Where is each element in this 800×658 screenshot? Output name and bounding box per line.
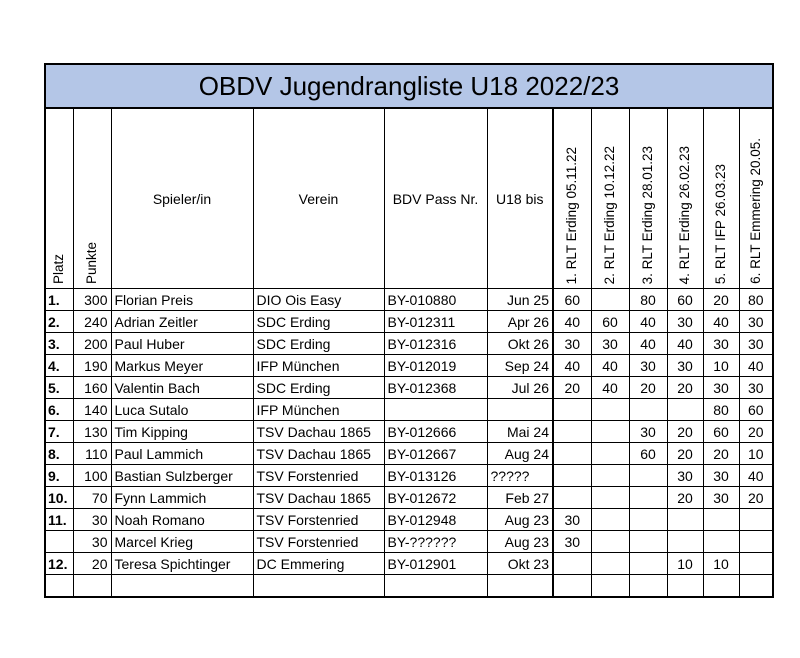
cell-score-tournament-4: 40 [667, 333, 703, 355]
cell-punkte: 300 [73, 289, 111, 311]
cell-punkte: 30 [73, 531, 111, 553]
header-tournament-4-label: 4. RLT Erding 26.02.23 [677, 145, 692, 284]
cell-score-tournament-2 [591, 399, 629, 421]
cell-score-tournament-5: 80 [703, 399, 739, 421]
cell-score-tournament-4 [667, 509, 703, 531]
cell-platz: 9. [45, 465, 73, 487]
cell-u18-until [487, 575, 553, 598]
table-row [45, 553, 773, 575]
cell-club: TSV Forstenried [253, 531, 384, 553]
cell-pass-number: BY-012666 [384, 421, 487, 443]
cell-pass-number: BY-010880 [384, 289, 487, 311]
cell-punkte: 20 [73, 553, 111, 575]
cell-score-tournament-3 [629, 553, 667, 575]
cell-pass-number: BY-012667 [384, 443, 487, 465]
header-row [45, 108, 773, 289]
header-tournament-6-label: 6. RLT Emmering 20.05. [747, 138, 763, 284]
cell-platz: 2. [45, 311, 73, 333]
cell-platz [45, 531, 73, 553]
header-verein: Verein [253, 108, 384, 289]
cell-score-tournament-3: 40 [629, 311, 667, 333]
cell-player-name: Markus Meyer [111, 355, 253, 377]
cell-club: SDC Erding [253, 311, 384, 333]
table-row [45, 355, 773, 377]
cell-score-tournament-2: 40 [591, 355, 629, 377]
cell-score-tournament-5 [703, 575, 739, 598]
cell-club: TSV Forstenried [253, 509, 384, 531]
cell-score-tournament-3: 30 [629, 355, 667, 377]
cell-u18-until: Apr 26 [487, 311, 553, 333]
cell-score-tournament-2 [591, 487, 629, 509]
cell-u18-until: Jun 25 [487, 289, 553, 311]
cell-punkte: 140 [73, 399, 111, 421]
cell-punkte: 130 [73, 421, 111, 443]
header-tournament-4 [667, 108, 703, 289]
cell-pass-number: BY-012901 [384, 553, 487, 575]
cell-score-tournament-2 [591, 553, 629, 575]
cell-score-tournament-5: 20 [703, 289, 739, 311]
cell-score-tournament-3 [629, 487, 667, 509]
cell-score-tournament-3: 30 [629, 421, 667, 443]
cell-score-tournament-3: 20 [629, 377, 667, 399]
cell-player-name [111, 575, 253, 598]
table-row [45, 575, 773, 598]
cell-score-tournament-6: 30 [739, 377, 773, 399]
header-spieler: Spieler/in [111, 108, 253, 289]
cell-score-tournament-4: 30 [667, 311, 703, 333]
cell-score-tournament-2 [591, 421, 629, 443]
cell-club [253, 575, 384, 598]
cell-score-tournament-3 [629, 509, 667, 531]
header-tournament-3-label: 3. RLT Erding 28.01.23 [640, 145, 655, 284]
cell-score-tournament-3 [629, 399, 667, 421]
cell-score-tournament-5: 30 [703, 377, 739, 399]
cell-pass-number: BY-012672 [384, 487, 487, 509]
cell-score-tournament-2 [591, 289, 629, 311]
cell-u18-until: Jul 26 [487, 377, 553, 399]
cell-score-tournament-2 [591, 575, 629, 598]
cell-club: TSV Dachau 1865 [253, 487, 384, 509]
cell-punkte: 100 [73, 465, 111, 487]
cell-score-tournament-6: 60 [739, 399, 773, 421]
header-pass: BDV Pass Nr. [384, 108, 487, 289]
cell-score-tournament-4: 20 [667, 443, 703, 465]
cell-score-tournament-1 [553, 553, 591, 575]
cell-u18-until: Aug 23 [487, 531, 553, 553]
table-row [45, 333, 773, 355]
cell-score-tournament-6 [739, 509, 773, 531]
cell-score-tournament-2 [591, 465, 629, 487]
cell-pass-number: BY-?????? [384, 531, 487, 553]
cell-club: TSV Dachau 1865 [253, 421, 384, 443]
table-row [45, 289, 773, 311]
cell-club: IFP München [253, 355, 384, 377]
cell-club: SDC Erding [253, 377, 384, 399]
cell-player-name: Fynn Lammich [111, 487, 253, 509]
cell-score-tournament-5: 30 [703, 487, 739, 509]
cell-score-tournament-1 [553, 443, 591, 465]
cell-score-tournament-3 [629, 575, 667, 598]
cell-platz: 1. [45, 289, 73, 311]
cell-u18-until: Aug 23 [487, 509, 553, 531]
cell-punkte: 190 [73, 355, 111, 377]
header-tournament-2 [591, 108, 629, 289]
cell-score-tournament-4: 30 [667, 465, 703, 487]
cell-score-tournament-2 [591, 531, 629, 553]
cell-score-tournament-4 [667, 531, 703, 553]
cell-score-tournament-1 [553, 421, 591, 443]
cell-punkte: 30 [73, 509, 111, 531]
cell-pass-number: BY-012311 [384, 311, 487, 333]
cell-pass-number: BY-012019 [384, 355, 487, 377]
cell-pass-number: BY-013126 [384, 465, 487, 487]
cell-score-tournament-1: 30 [553, 531, 591, 553]
cell-score-tournament-5: 20 [703, 443, 739, 465]
cell-pass-number [384, 399, 487, 421]
cell-platz: 6. [45, 399, 73, 421]
cell-platz: 12. [45, 553, 73, 575]
cell-score-tournament-4 [667, 575, 703, 598]
cell-score-tournament-2: 60 [591, 311, 629, 333]
ranking-table [44, 63, 774, 598]
cell-pass-number [384, 575, 487, 598]
cell-score-tournament-6 [739, 575, 773, 598]
cell-score-tournament-1 [553, 399, 591, 421]
sheet-title: OBDV Jugendrangliste U18 2022/23 [45, 64, 773, 108]
cell-player-name: Paul Lammich [111, 443, 253, 465]
cell-score-tournament-6: 20 [739, 487, 773, 509]
cell-score-tournament-6: 30 [739, 333, 773, 355]
table-row [45, 311, 773, 333]
header-tournament-5 [703, 108, 739, 289]
table-row [45, 531, 773, 553]
table-row [45, 465, 773, 487]
cell-score-tournament-4: 60 [667, 289, 703, 311]
cell-punkte: 110 [73, 443, 111, 465]
cell-score-tournament-6: 20 [739, 421, 773, 443]
cell-score-tournament-6: 10 [739, 443, 773, 465]
cell-score-tournament-1 [553, 575, 591, 598]
cell-u18-until: Mai 24 [487, 421, 553, 443]
cell-u18-until [487, 399, 553, 421]
cell-platz: 8. [45, 443, 73, 465]
cell-score-tournament-5 [703, 531, 739, 553]
table-row [45, 443, 773, 465]
cell-platz: 10. [45, 487, 73, 509]
cell-punkte: 200 [73, 333, 111, 355]
cell-club: DC Emmering [253, 553, 384, 575]
cell-club: SDC Erding [253, 333, 384, 355]
cell-score-tournament-5: 60 [703, 421, 739, 443]
cell-club: IFP München [253, 399, 384, 421]
cell-score-tournament-6 [739, 531, 773, 553]
cell-platz: 7. [45, 421, 73, 443]
cell-score-tournament-1: 30 [553, 509, 591, 531]
cell-u18-until: Okt 23 [487, 553, 553, 575]
cell-pass-number: BY-012948 [384, 509, 487, 531]
cell-pass-number: BY-012316 [384, 333, 487, 355]
ranking-sheet [44, 63, 774, 598]
cell-score-tournament-5: 30 [703, 333, 739, 355]
cell-player-name: Marcel Krieg [111, 531, 253, 553]
cell-score-tournament-2 [591, 509, 629, 531]
header-platz-label: Platz [51, 253, 67, 284]
cell-score-tournament-2: 40 [591, 377, 629, 399]
header-tournament-6 [739, 108, 773, 289]
header-tournament-2-label: 2. RLT Erding 10.12.22 [602, 145, 617, 284]
cell-score-tournament-3: 60 [629, 443, 667, 465]
cell-player-name: Bastian Sulzberger [111, 465, 253, 487]
cell-club: TSV Forstenried [253, 465, 384, 487]
cell-player-name: Florian Preis [111, 289, 253, 311]
cell-score-tournament-1: 20 [553, 377, 591, 399]
cell-score-tournament-4: 20 [667, 487, 703, 509]
header-u18: U18 bis [487, 108, 553, 289]
cell-u18-until: Okt 26 [487, 333, 553, 355]
cell-club: TSV Dachau 1865 [253, 443, 384, 465]
cell-u18-until: Sep 24 [487, 355, 553, 377]
header-tournament-1-label: 1. RLT Erding 05.11.22 [564, 146, 580, 284]
table-row [45, 487, 773, 509]
cell-player-name: Paul Huber [111, 333, 253, 355]
cell-score-tournament-6 [739, 553, 773, 575]
cell-platz [45, 575, 73, 598]
table-row [45, 399, 773, 421]
cell-punkte [73, 575, 111, 598]
cell-player-name: Valentin Bach [111, 377, 253, 399]
cell-score-tournament-1: 40 [553, 311, 591, 333]
cell-score-tournament-5: 10 [703, 553, 739, 575]
cell-score-tournament-4: 20 [667, 421, 703, 443]
cell-player-name: Teresa Spichtinger [111, 553, 253, 575]
cell-score-tournament-1 [553, 465, 591, 487]
cell-pass-number: BY-012368 [384, 377, 487, 399]
header-platz [45, 108, 73, 289]
cell-u18-until: Feb 27 [487, 487, 553, 509]
header-tournament-3 [629, 108, 667, 289]
cell-score-tournament-6: 80 [739, 289, 773, 311]
cell-u18-until: ????? [487, 465, 553, 487]
cell-u18-until: Aug 24 [487, 443, 553, 465]
table-row [45, 421, 773, 443]
cell-score-tournament-6: 40 [739, 465, 773, 487]
cell-score-tournament-1 [553, 487, 591, 509]
header-tournament-1 [553, 108, 591, 289]
cell-score-tournament-5: 10 [703, 355, 739, 377]
header-punkte [73, 108, 111, 289]
cell-score-tournament-1: 30 [553, 333, 591, 355]
cell-punkte: 160 [73, 377, 111, 399]
cell-score-tournament-4 [667, 399, 703, 421]
cell-platz: 3. [45, 333, 73, 355]
cell-score-tournament-4: 20 [667, 377, 703, 399]
cell-score-tournament-2: 30 [591, 333, 629, 355]
cell-punkte: 240 [73, 311, 111, 333]
cell-score-tournament-3 [629, 465, 667, 487]
cell-score-tournament-2 [591, 443, 629, 465]
cell-score-tournament-1: 60 [553, 289, 591, 311]
cell-score-tournament-6: 40 [739, 355, 773, 377]
cell-score-tournament-3: 40 [629, 333, 667, 355]
cell-score-tournament-1: 40 [553, 355, 591, 377]
cell-player-name: Adrian Zeitler [111, 311, 253, 333]
cell-score-tournament-3: 80 [629, 289, 667, 311]
cell-punkte: 70 [73, 487, 111, 509]
cell-platz: 4. [45, 355, 73, 377]
cell-player-name: Tim Kipping [111, 421, 253, 443]
cell-platz: 11. [45, 509, 73, 531]
cell-score-tournament-4: 30 [667, 355, 703, 377]
cell-player-name: Noah Romano [111, 509, 253, 531]
cell-platz: 5. [45, 377, 73, 399]
cell-score-tournament-3 [629, 531, 667, 553]
cell-score-tournament-4: 10 [667, 553, 703, 575]
cell-club: DIO Ois Easy [253, 289, 384, 311]
table-row [45, 377, 773, 399]
header-tournament-5-label: 5. RLT IFP 26.03.23 [713, 163, 728, 284]
cell-player-name: Luca Sutalo [111, 399, 253, 421]
cell-score-tournament-5: 30 [703, 465, 739, 487]
header-punkte-label: Punkte [84, 241, 99, 284]
cell-score-tournament-5: 40 [703, 311, 739, 333]
cell-score-tournament-6: 30 [739, 311, 773, 333]
table-row [45, 509, 773, 531]
cell-score-tournament-5 [703, 509, 739, 531]
